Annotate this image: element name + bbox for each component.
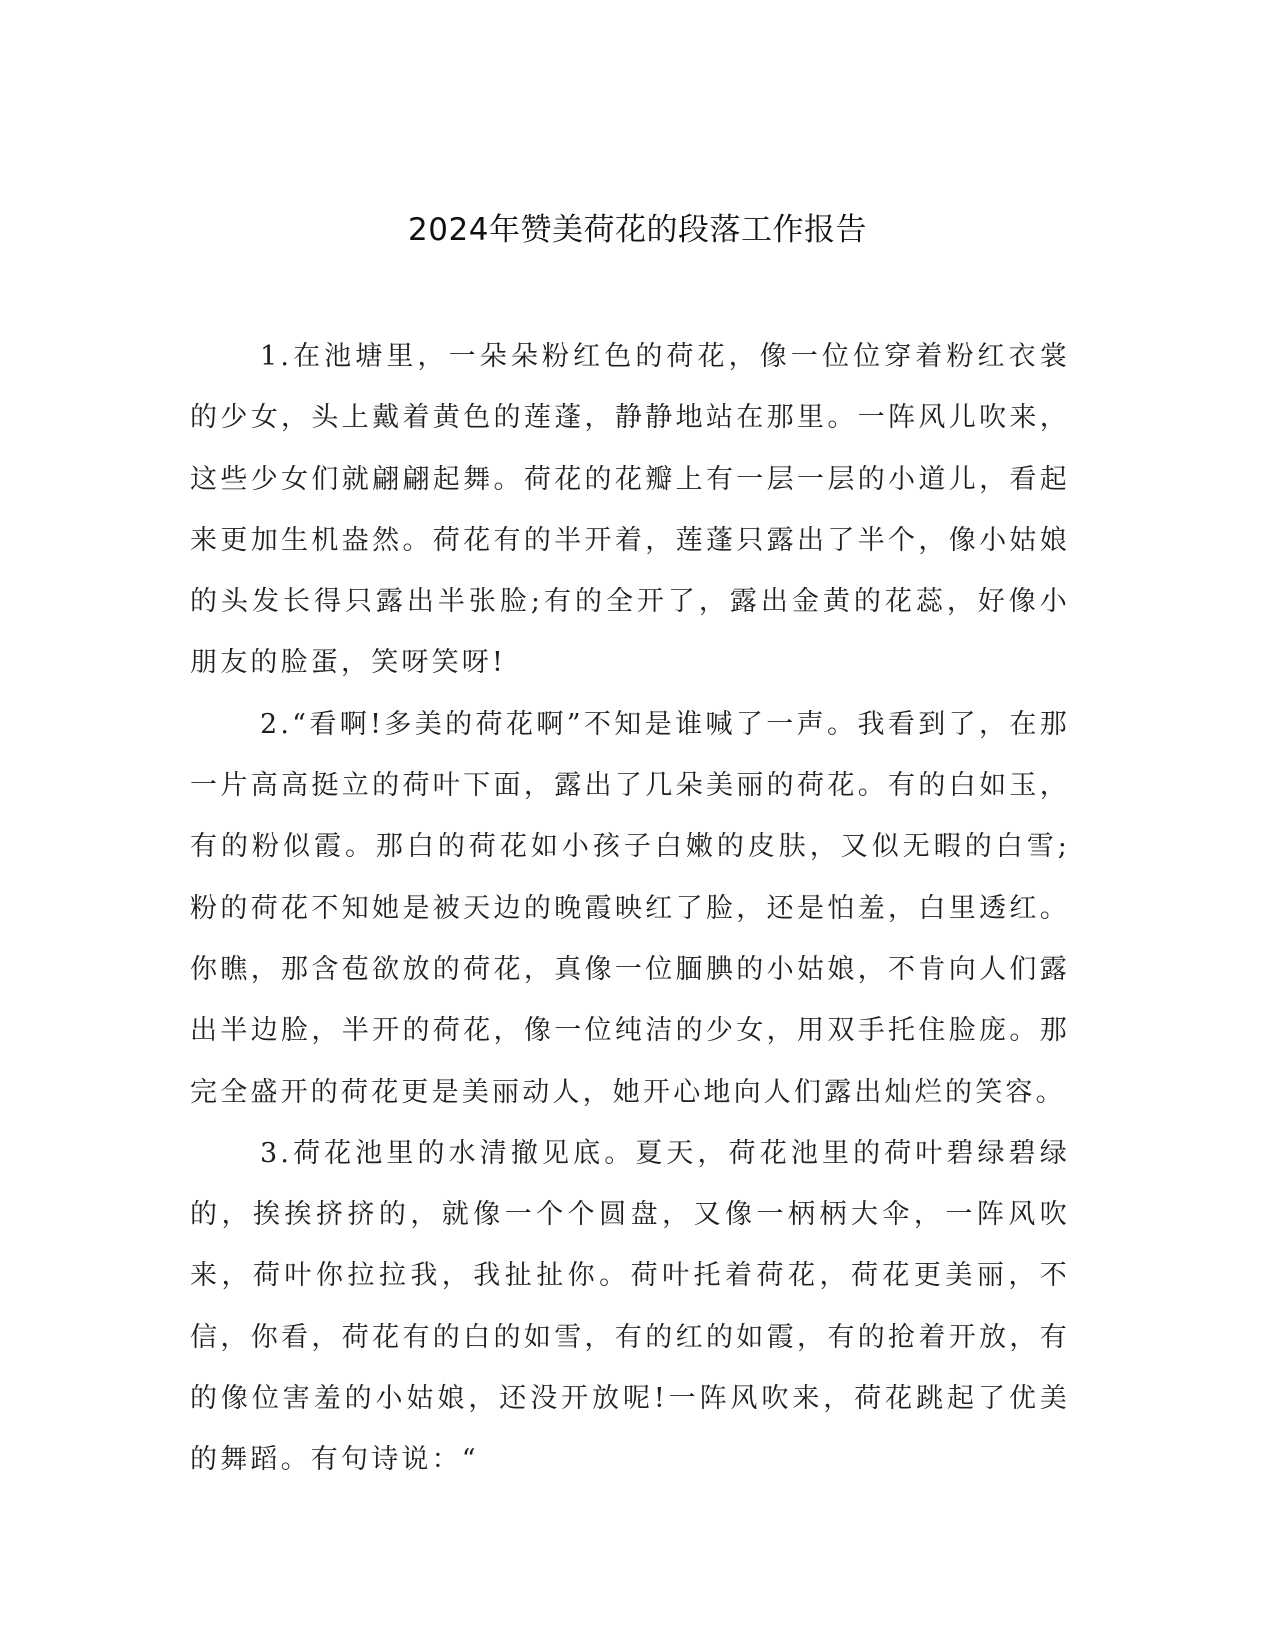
document-body — [190, 326, 1070, 1491]
document-title: 2024年赞美荷花的段落工作报告 — [408, 212, 867, 248]
paragraph-3: 3.荷花池里的水清撤见底。夏天，荷花池里的荷叶碧绿碧绿的，挨挨挤挤的，就像一个个圆盘，又像一柄柄大伞，一阵风吹来，荷叶你拉拉我，我扯扯你。荷叶托着荷花，荷花更美丽，不信，你看，荷花有的白的如雪，有的红的如霞，有的抢着开放，有的像位害羞的小姑娘，还没开放呢!一阵风吹来，荷花跳起了优美的舞蹈。有句诗说：“ — [190, 1137, 1070, 1476]
paragraph-2: 2.“看啊!多美的荷花啊”不知是谁喊了一声。我看到了，在那一片高高挺立的荷叶下面，露出了几朵美丽的荷花。有的白如玉，有的粉似霞。那白的荷花如小孩子白嫩的皮肤，又似无暇的白雪;粉的荷花不知她是被天边的晚霞映红了脸，还是怕羞，白里透红。你瞧，那含苞欲放的荷花，真像一位腼腆的小姑娘，不肯向人们露出半边脸，半开的荷花，像一位纯洁的少女，用双手托住脸庞。那完全盛开的荷花更是美丽动人，她开心地向人们露出灿烂的笑容。 — [190, 708, 1070, 1108]
paragraph-1: 1.在池塘里，一朵朵粉红色的荷花，像一位位穿着粉红衣裳的少女，头上戴着黄色的莲蓬，静静地站在那里。一阵风儿吹来，这些少女们就翩翩起舞。荷花的花瓣上有一层一层的小道儿，看起来更加生机盎然。荷花有的半开着，莲蓬只露出了半个，像小姑娘的头发长得只露出半张脸;有的全开了，露出金黄的花蕊，好像小朋友的脸蛋，笑呀笑呀! — [190, 341, 1070, 679]
